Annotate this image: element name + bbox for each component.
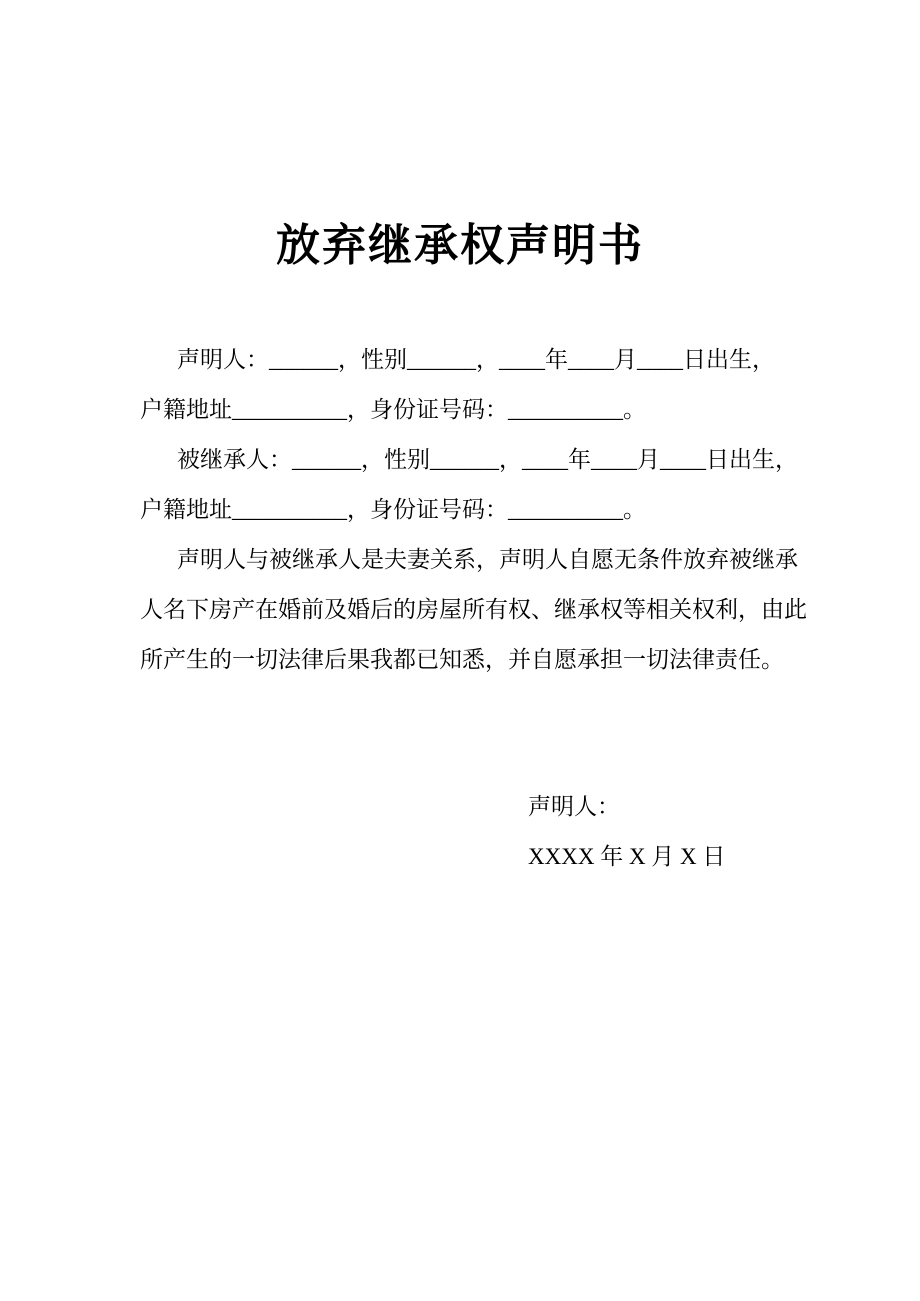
document-body	[140, 335, 807, 685]
signature-block	[528, 782, 725, 882]
declarant-address-id-line: 户籍地址__________，身份证号码：__________。	[140, 397, 646, 422]
signature-date-line: XXXX 年 X 月 X 日	[528, 844, 726, 869]
decedent-address-id-line: 户籍地址__________，身份证号码：__________。	[140, 497, 646, 522]
declaration-statement-line-2: 人名下房产在婚前及婚后的房屋所有权、继承权等相关权利，由此	[140, 597, 807, 622]
signature-signer-label: 声明人：	[528, 794, 620, 819]
declaration-statement-line-3: 所产生的一切法律后果我都已知悉，并自愿承担一切法律责任。	[140, 647, 784, 672]
declaration-statement-line-1: 声明人与被继承人是夫妻关系，声明人自愿无条件放弃被继承	[177, 547, 798, 572]
document-title: 放弃继承权声明书	[276, 221, 644, 270]
declarant-info-line: 声明人：______，性别______，____年____月____日出生，	[177, 347, 775, 372]
decedent-info-line: 被继承人：______，性别______，____年____月____日出生，	[177, 447, 798, 472]
